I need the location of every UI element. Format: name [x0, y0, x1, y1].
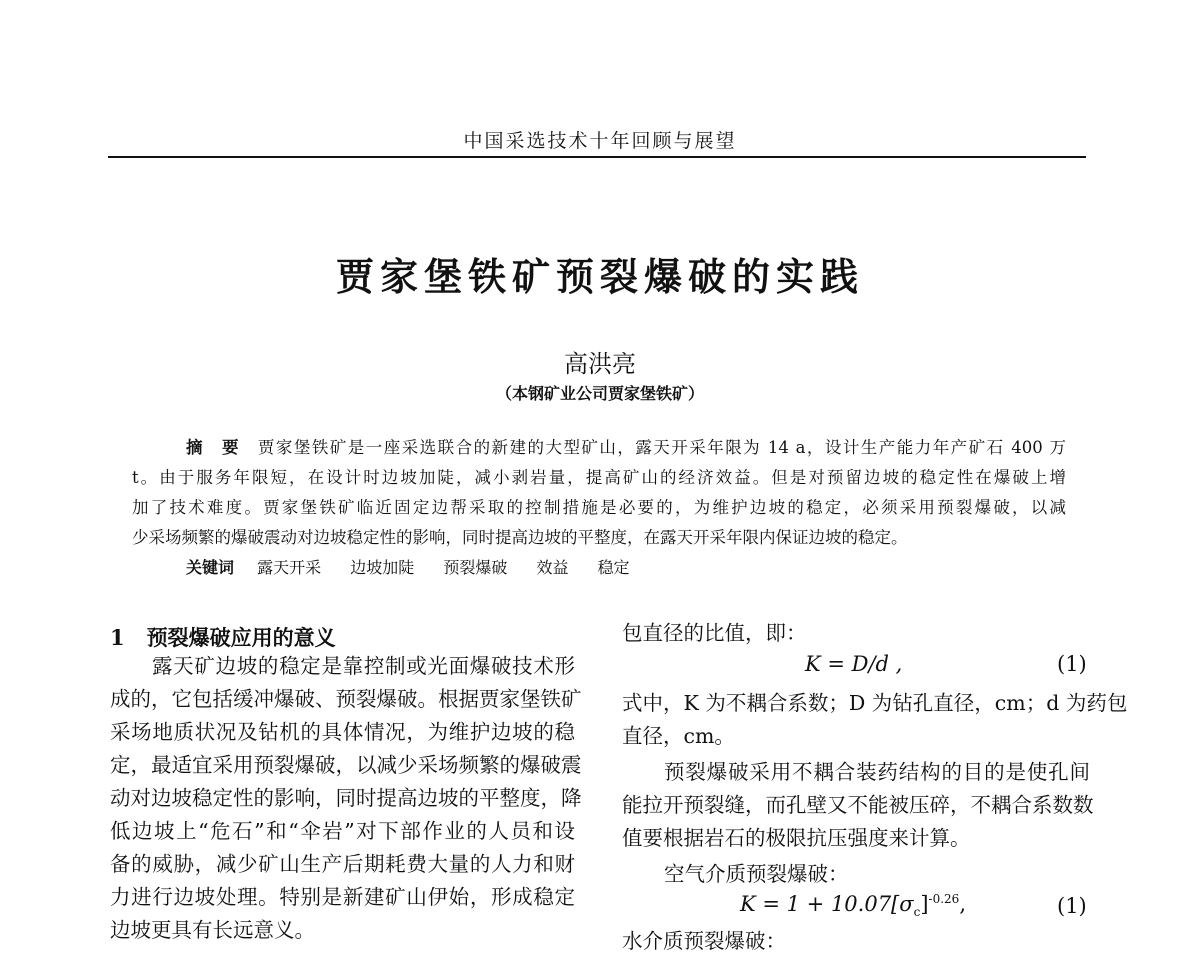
section-number: 1 [110, 625, 125, 650]
keywords-label: 关键词 [186, 558, 235, 577]
body-line: 直径，cm。 [622, 724, 735, 748]
keyword: 稳定 [597, 558, 630, 577]
keyword: 露天开采 [257, 558, 322, 577]
equation-1: K = D/d , [805, 652, 903, 676]
abstract-line: 加了技术难度。贾家堡铁矿临近固定边帮采取的控制措施是必要的，为维护边坡的稳定，必须采用预裂爆破，以减 [132, 498, 1066, 517]
body-line: 采场地质状况及钻机的具体情况，为维护边坡的稳 [110, 720, 575, 744]
abstract-label: 摘 要 [186, 438, 240, 457]
section-title: 预裂爆破应用的意义 [146, 625, 336, 650]
bracket: ] [920, 892, 929, 916]
equation-2 [740, 892, 966, 919]
keywords [186, 553, 630, 583]
body-line: 空气介质预裂爆破： [664, 862, 849, 886]
equation-lhs: K = 1 + 10.07[ [740, 892, 900, 916]
body-line: 动对边坡稳定性的影响，同时提高边坡的平整度，降 [110, 786, 582, 810]
body-line: 预裂爆破采用不耦合装药结构的目的是使孔间 [664, 760, 1090, 784]
author: 高洪亮 [564, 350, 636, 378]
abstract-text: 贾家堡铁矿是一座采选联合的新建的大型矿山，露天开采年限为 14 a，设计生产能力年产矿石 400 万 [257, 438, 1067, 457]
keyword: 边坡加陡 [350, 558, 415, 577]
exponent: -0.26 [928, 892, 960, 906]
affiliation: （本钢矿业公司贾家堡铁矿） [495, 384, 704, 403]
running-head: 中国采选技术十年回顾与展望 [463, 130, 737, 152]
body-line: 水介质预裂爆破： [622, 929, 786, 953]
keyword: 效益 [536, 558, 569, 577]
body-line: 露天矿边坡的稳定是靠控制或光面爆破技术形 [152, 654, 575, 678]
body-line: 式中，K 为不耦合系数；D 为钻孔直径，cm；d 为药包 [622, 691, 1128, 715]
body-line: 备的威胁，减少矿山生产后期耗费大量的人力和财 [110, 852, 575, 876]
comma: , [959, 892, 967, 916]
abstract-line [186, 433, 1066, 463]
body-line: 定，最适宜采用预裂爆破，以减少采场频繁的爆破震 [110, 753, 582, 777]
header-rule [108, 156, 1086, 158]
equation-number: (1) [1057, 652, 1087, 676]
sigma-symbol: σ [899, 892, 914, 916]
paper-title: 贾家堡铁矿预裂爆破的实践 [335, 254, 864, 299]
body-line: 成的，它包括缓冲爆破、预裂爆破。根据贾家堡铁矿 [110, 687, 582, 711]
body-line: 值要根据岩石的极限抗压强度来计算。 [622, 826, 971, 850]
abstract-line: t。由于服务年限短，在设计时边坡加陡，减小剥岩量，提高矿山的经济效益。但是对预留边坡的稳定性在爆破上增 [132, 468, 1066, 487]
body-line: 边坡更具有长远意义。 [110, 918, 315, 942]
body-line: 能拉开预裂缝，而孔壁又不能被压碎，不耦合系数数 [622, 793, 1094, 817]
body-line: 力进行边坡处理。特别是新建矿山伊始，形成稳定 [110, 885, 575, 909]
body-line: 包直径的比值，即： [622, 621, 807, 645]
body-line: 低边坡上“危石”和“伞岩”对下部作业的人员和设 [110, 819, 575, 843]
subscript: c [913, 905, 921, 920]
keyword: 预裂爆破 [443, 558, 508, 577]
equation-number: (1) [1057, 894, 1087, 918]
section-heading [110, 622, 336, 652]
abstract-line: 少采场频繁的爆破震动对边坡稳定性的影响，同时提高边坡的平整度，在露天开采年限内保证边坡的稳定。 [132, 528, 908, 547]
